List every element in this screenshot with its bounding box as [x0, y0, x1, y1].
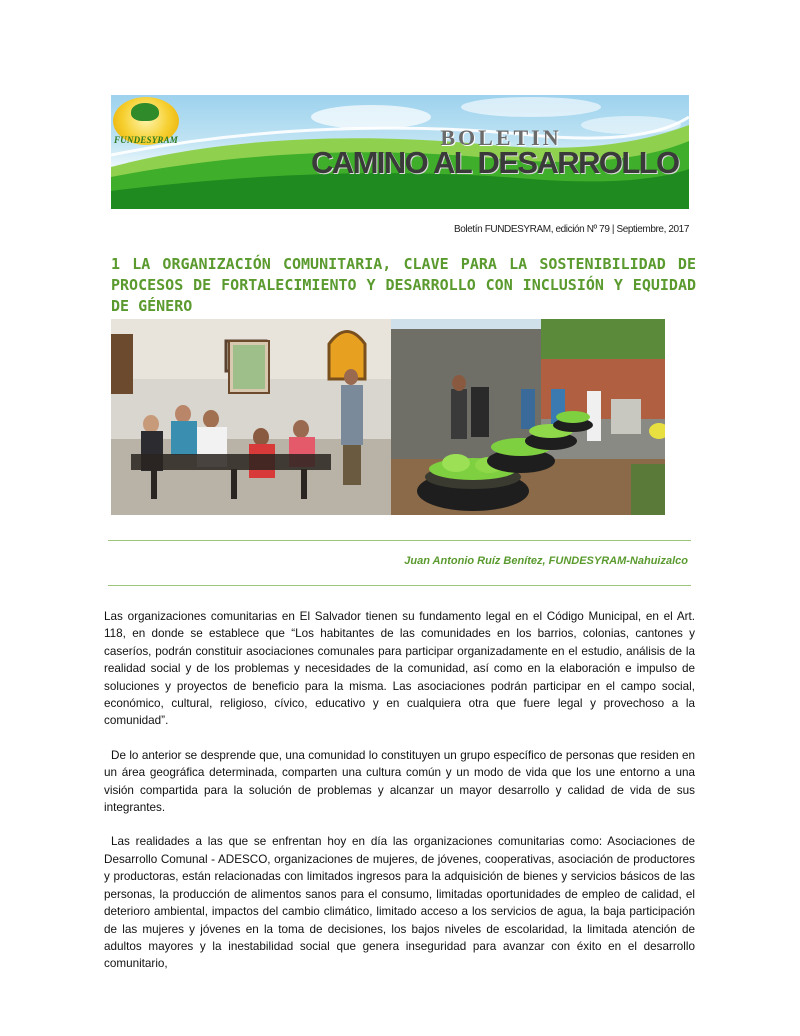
meeting-photo [111, 319, 391, 515]
logo-text: FUNDESYRAM [113, 135, 178, 145]
garden-photo [391, 319, 665, 515]
article-body [104, 608, 695, 990]
divider-top [108, 540, 691, 541]
leaf-icon [131, 103, 159, 121]
article-photos [111, 319, 665, 515]
paragraph-1: Las organizaciones comunitarias en El Salvador tienen su fundamento legal en el Código Municipal, en el Art. 118, en donde se establece que “Los habitantes de las comunidades en los barrios, colonias, cantones y caseríos, podrán constituir asociaciones comunales para participar organizadamente en el estudio, análisis de la realidad social y de los problemas y necesidades de la comunidad, así como en la elaboración e impulso de soluciones y proyectos de beneficio para la misma. Las asociaciones podrán participar en el campo social, económico, cultural, religioso, cívico, educativo y en cualquiera otra que fuere legal y provechoso a la comunidad”. [104, 610, 695, 728]
newsletter-banner [111, 95, 689, 209]
paragraph-2: De lo anterior se desprende que, una comunidad lo constituyen un grupo específico de personas que residen en un área geográfica determinada, comparten una cultura común y un modo de vida que los une entorno a una visión compartida para la solución de problemas y alcanzar un mayor desarrollo y calidad de vida de sus integrantes. [104, 748, 695, 815]
paragraph-3: Las realidades a las que se enfrentan hoy en día las organizaciones comunitarias como: Asociaciones de Desarrollo Comunal - ADESCO, organizaciones de mujeres, de jóvenes, cooperativas, asociación de productores y productoras, están relacionadas con limitados ingresos para la adquisición de bienes y servicios básicos de las personas, la producción de alimentos sanos para el consumo, limitadas oportunidades de empleo de calidad, el deterioro ambiental, impactos del cambio climático, limitado acceso a los servicios de agua, la baja participación de las mujeres y jóvenes en la toma de decisiones, los bajos niveles de escolaridad, la limitada atención de adultos mayores y la inestabilidad social que genera inseguridad para avanzar con éxito en el desarrollo comunitario, [104, 835, 695, 971]
article-author: Juan Antonio Ruíz Benítez, FUNDESYRAM-Nahuizalco [404, 555, 688, 567]
photo-collage [111, 319, 665, 515]
article-headline: 1 LA ORGANIZACIÓN COMUNITARIA, CLAVE PARA LA SOSTENIBILIDAD DE PROCESOS DE FORTALECIMIENTO Y DESARROLLO CON INCLUSIÓN Y EQUIDAD DE GÉNERO [111, 255, 696, 315]
divider-bottom [108, 585, 691, 586]
banner-title-main: CAMINO AL DESARROLLO [311, 145, 679, 180]
banner-title-boletin: BOLETIN [440, 125, 562, 150]
edition-line: Boletín FUNDESYRAM, edición Nº 79 | Septiembre, 2017 [453, 224, 689, 235]
